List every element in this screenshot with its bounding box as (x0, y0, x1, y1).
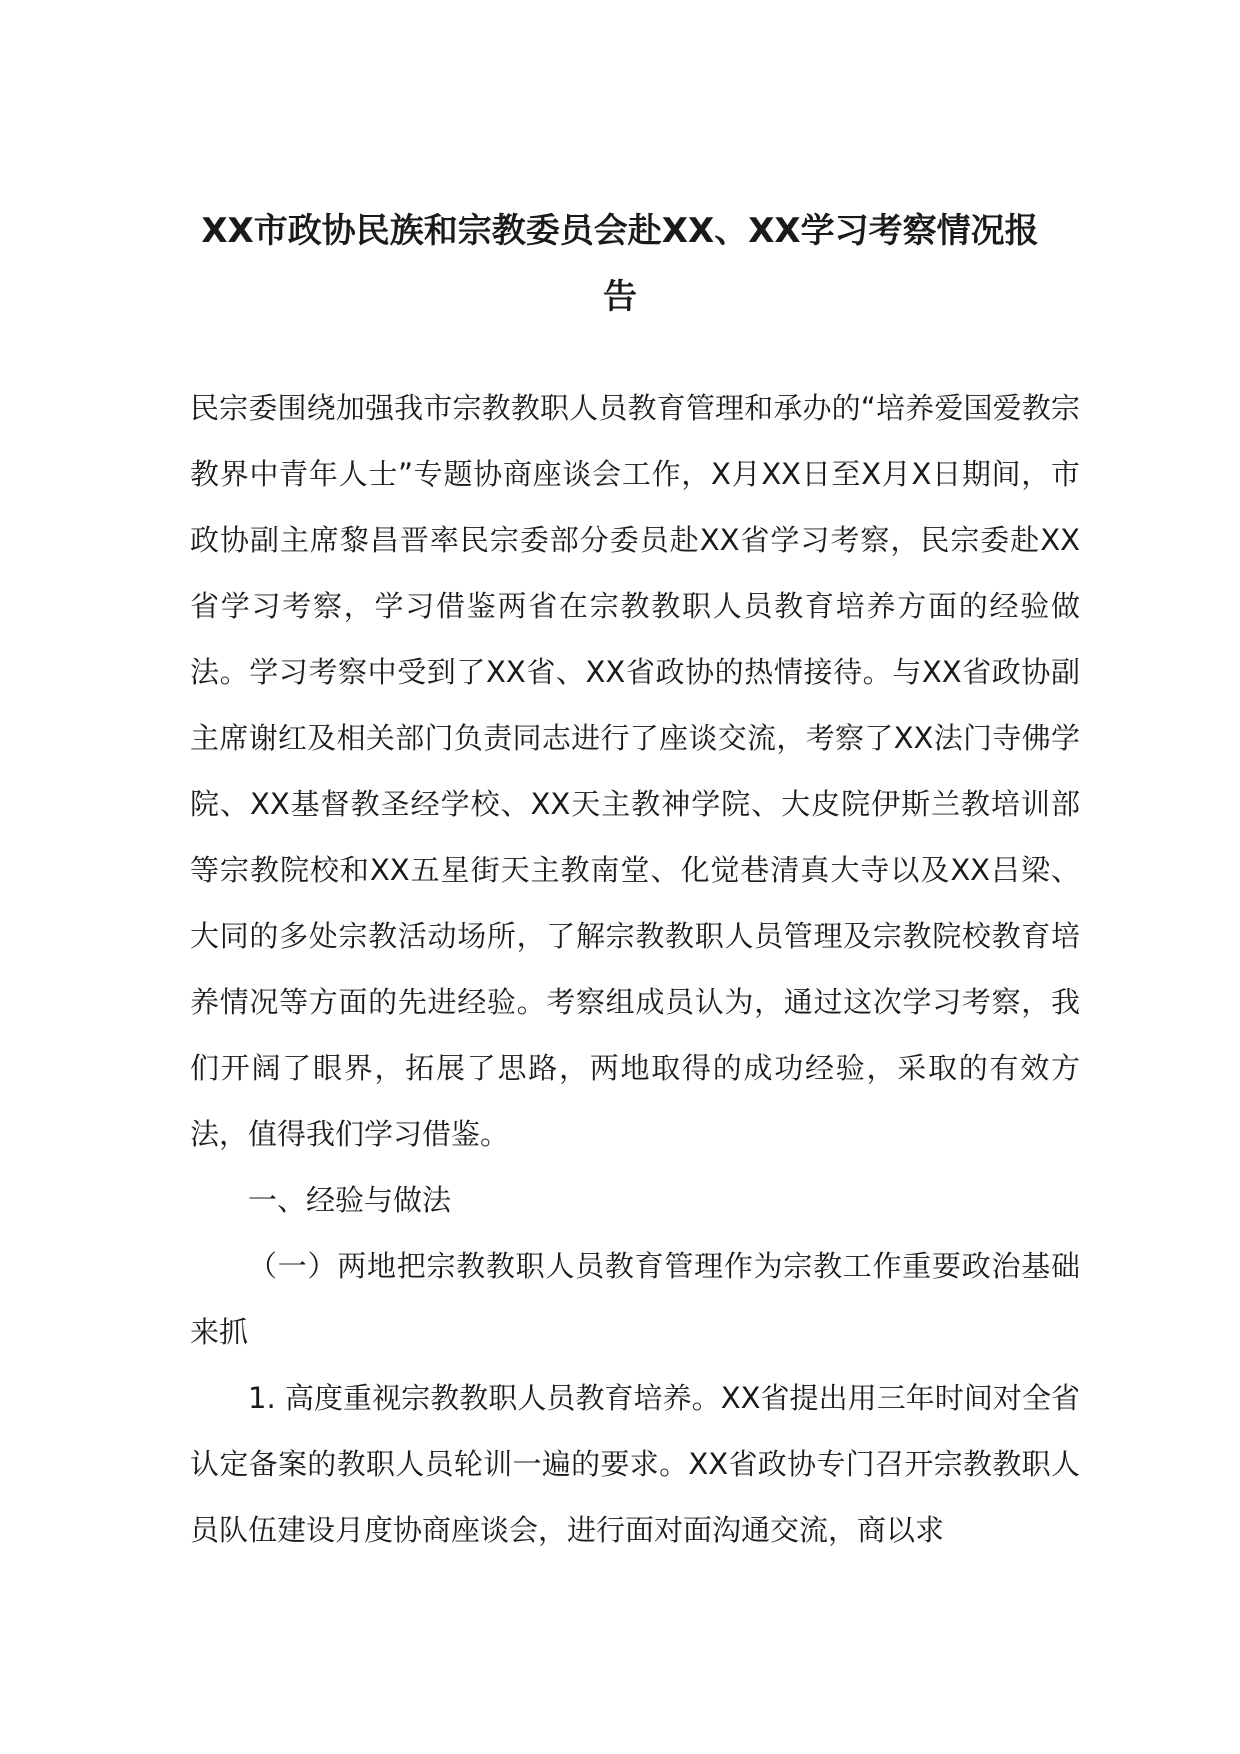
subsection-heading: （一）两地把宗教教职人员教育管理作为宗教工作重要政治基础来抓 (190, 1249, 1080, 1349)
document-title: XX市政协民族和宗教委员会赴XX、XX学习考察情况报告 (201, 211, 1039, 317)
intro-paragraph: 民宗委围绕加强我市宗教教职人员教育管理和承办的“培养爱国爱教宗教界中青年人士”专题协商座谈会工作，X月XX日至X月X日期间，市政协副主席黎昌晋率民宗委部分委员赴XX省学习考察，民宗委赴XX省学习考察，学习借鉴两省在宗教教职人员教育培养方面的经验做法。学习考察中受到了XX省、XX省政协的热情接待。与XX省政协副主席谢红及相关部门负责同志进行了座谈交流，考察了XX法门寺佛学院、XX基督教圣经学校、XX天主教神学院、大皮院伊斯兰教培训部等宗教院校和XX五星街天主教南堂、化觉巷清真大寺以及XX吕梁、大同的多处宗教活动场所，了解宗教教职人员管理及宗教院校教育培养情况等方面的先进经验。考察组成员认为，通过这次学习考察，我们开阔了眼界，拓展了思路，两地取得的成功经验，采取的有效方法，值得我们学习借鉴。 (190, 391, 1080, 1151)
document-body (190, 375, 1080, 1563)
item-paragraph: 1. 高度重视宗教教职人员教育培养。XX省提出用三年时间对全省认定备案的教职人员轮训一遍的要求。XX省政协专门召开宗教教职人员队伍建设月度协商座谈会，进行面对面沟通交流，商以求 (190, 1381, 1080, 1547)
section-heading: 一、经验与做法 (248, 1183, 452, 1217)
